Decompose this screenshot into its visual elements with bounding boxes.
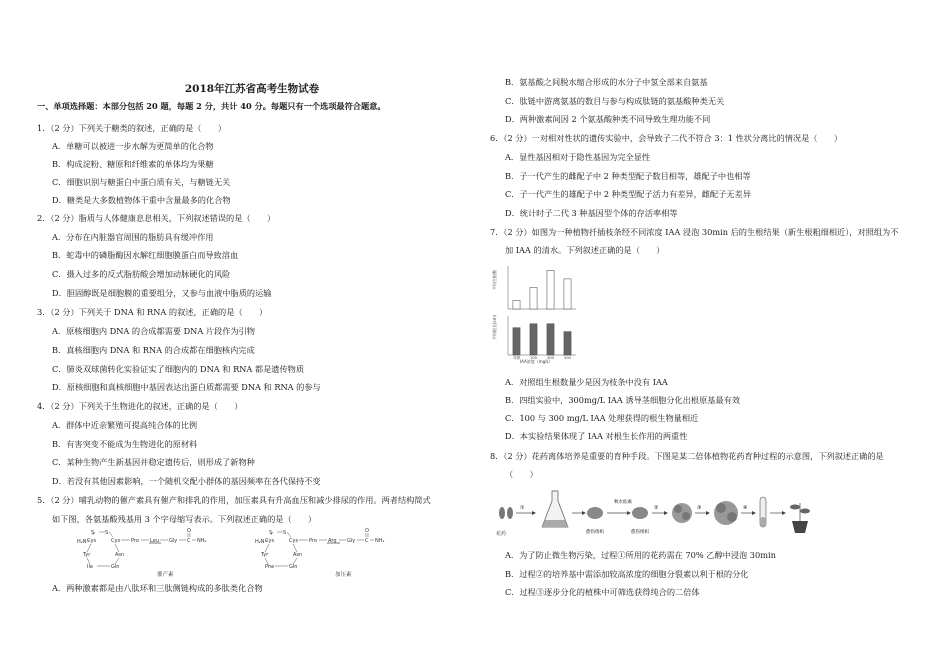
q6-option-b: B．子一代产生的雌配子中 2 种类型配子数目相等，雄配子中也相等 — [505, 171, 751, 181]
q3-stem: 3．（2 分）下列关于 DNA 和 RNA 的叙述，正确的是（ ） — [37, 307, 268, 317]
fig5-right-cys1: Cys — [265, 538, 275, 544]
section-heading: 一、单项选择题：本部分包括 20 题，每题 2 分，共计 40 分。每题只有一个选项最符合题意。 — [37, 101, 386, 111]
fig5-left-o: O — [187, 528, 191, 534]
q3-option-b: B．真核细胞内 DNA 和 RNA 的合成都在细胞核内完成 — [52, 345, 255, 355]
fig5-left-pro: Pro — [131, 538, 139, 544]
fig8-label-flower: 花药 — [496, 531, 507, 537]
q3-option-d: D．原核细胞和真核细胞中基因表达出蛋白质都需要 DNA 和 RNA 的参与 — [52, 382, 321, 392]
fig5-right-nh2b: NH₂ — [375, 538, 385, 544]
q7-chart1-bar-0 — [513, 328, 520, 355]
q5-option-a: A．两种激素都是由八肽环和三肽侧链构成的多肽类化合物 — [52, 583, 263, 593]
exam-title: 2018年江苏省高考生物试卷 — [184, 83, 320, 95]
q4-option-d: D．若没有其他因素影响，一个随机交配小群体的基因频率在各代保持不变 — [52, 476, 321, 486]
fig5-left-tyr: Tyr — [83, 552, 91, 558]
q2-option-a: A．分布在内脏器官周围的脂肪具有缓冲作用 — [52, 232, 214, 242]
q8-option-a: A．为了防止微生物污染，过程①所用的花药需在 70% 乙醇中浸泡 30min — [505, 550, 776, 560]
q7-option-c: C．100 与 300 mg/L IAA 处理获得的根生物量相近 — [505, 413, 699, 423]
fig5-right-gly: Gly — [347, 538, 356, 544]
q2-option-b: B．蛇毒中的磷脂酶因水解红细胞膜蛋白而导致溶血 — [52, 250, 239, 260]
potted-plant-icon — [790, 503, 810, 533]
fig5-right-tyr: Tyr — [261, 552, 269, 558]
fig5-right-pro: Pro — [309, 538, 317, 544]
fig8-step1: ① — [520, 505, 525, 511]
q7-top-ylabel: 平均生根数 — [492, 270, 497, 290]
fig5-left-gln: Gln — [111, 564, 120, 570]
fig5-left-ile: Ile — [87, 564, 93, 570]
q7-option-b: B．四组实验中，300mg/L IAA 诱导茎细胞分化出根原基最有效 — [505, 395, 741, 405]
q5-stem-line2: 如下图，各氨基酸残基用 3 个字母缩写表示。下列叙述正确的是（ ） — [52, 514, 317, 524]
q1-option-d: D．糖类是大多数植物体干重中含量最多的化合物 — [52, 195, 231, 205]
fig8-step2: ② — [654, 505, 659, 511]
q1-stem: 1．（2 分）下列关于糖类的叙述，正确的是（ ） — [37, 123, 227, 133]
q1-option-c: C．细胞识别与糖蛋白中蛋白质有关，与糖链无关 — [52, 177, 231, 187]
fig5-left-leu: Leu — [150, 538, 159, 544]
fig8-label-callus2: 愈伤组织 — [631, 530, 649, 535]
fig5-right-gln: Gln — [289, 564, 298, 570]
q7-chart-root-number — [491, 266, 576, 309]
q7-option-a: A．对照组生根数量少是因为枝条中没有 IAA — [505, 377, 668, 387]
callus-icon-2 — [632, 507, 648, 519]
q8-process-figure — [492, 483, 822, 543]
fig5-left-nh2b: NH₂ — [197, 538, 207, 544]
q7-bottom-xlabel: IAA浓度（mg/L） — [520, 359, 553, 364]
q5-stem-line1: 5．（2 分）哺乳动物的催产素具有催产和排乳的作用，加压素具有升高血压和减少排尿的作用。两者结构简式 — [37, 495, 431, 505]
fig5-right-name: 加压素 — [335, 572, 352, 578]
q7-charts — [490, 264, 580, 364]
q5-option-d: D．两种激素间因 2 个氨基酸种类不同导致生理功能不同 — [505, 114, 711, 124]
fig8-step4: ④ — [743, 505, 748, 511]
q8-option-c: C．过程③逐步分化的植株中可筛选获得纯合的二倍体 — [505, 587, 700, 597]
fig5-right-arg: Arg — [328, 538, 337, 544]
test-tube-icon — [760, 497, 766, 527]
q6-option-c: C．子一代产生的雄配子中 2 种类型配子活力有差异，雌配子无差异 — [505, 189, 751, 199]
q7-chart1-tick-3: 500 — [564, 356, 571, 360]
q7-stem-line2: 加 IAA 的清水。下列叙述正确的是（ ） — [505, 245, 665, 255]
q3-option-c: C．肺炎双球菌转化实验证实了细胞内的 DNA 和 RNA 都是遗传物质 — [52, 364, 305, 374]
q5-option-c: C．肽链中游离氨基的数目与参与构成肽链的氨基酸种类无关 — [505, 96, 725, 106]
q1-option-b: B．构成淀粉、糖原和纤维素的单体均为果糖 — [52, 159, 214, 169]
fig5-right-o: O — [365, 528, 369, 534]
q4-option-a: A．群体中近亲繁殖可提高纯合体的比例 — [52, 420, 198, 430]
fig8-step3: ③ — [697, 505, 702, 511]
fig5-left-s2: S — [105, 530, 109, 536]
fig5-right-s2: S — [283, 530, 287, 536]
q2-option-d: D．胆固醇既是细胞膜的重要组分，又参与血液中脂质的运输 — [52, 288, 272, 298]
flower-buds-icon — [499, 507, 513, 519]
fig5-left-gly: Gly — [169, 538, 178, 544]
fig5-left-nh2: H₂N — [77, 539, 87, 545]
q8-stem-line1: 8．（2 分）花药离体培养是重要的育种手段。下图是某二倍体植物花药育种过程的示意图，下列叙述正确的是 — [490, 451, 884, 461]
fig5-left-asn: Asn — [115, 552, 125, 558]
q2-option-c: C．摄入过多的反式脂肪酸会增加动脉硬化的风险 — [52, 269, 231, 279]
flask-icon — [542, 491, 568, 527]
q6-stem: 6．（2 分）一对相对性状的遗传实验中，会导致子二代不符合 3：1 性状分离比的情况是（ ） — [490, 133, 843, 143]
q4-option-b: B．有害突变不能成为生物进化的原材料 — [52, 439, 198, 449]
q7-chart0-bar-0 — [513, 300, 520, 309]
q7-option-d: D．本实验结果体现了 IAA 对根生长作用的两重性 — [505, 431, 688, 441]
q7-chart1-bar-2 — [547, 324, 554, 355]
q7-chart1-bar-3 — [564, 332, 571, 355]
fig5-right-phe: Phe — [265, 564, 275, 570]
fig5-right-s1: S — [269, 530, 273, 536]
q7-chart-root-length — [491, 314, 576, 364]
q6-option-a: A．显性基因相对于隐性基因为完全显性 — [505, 152, 651, 162]
q7-stem-line1: 7．（2 分）如图为一种植物扦插枝条经不同浓度 IAA 浸泡 30min 后的生根结果（新生根粗细相近），对照组为不 — [490, 227, 899, 237]
q7-chart0-bar-3 — [564, 279, 571, 309]
q7-chart1-bar-1 — [530, 324, 537, 355]
cluster-icon-1 — [672, 503, 692, 523]
q7-chart0-bar-1 — [530, 288, 537, 310]
fig8-label-callus1: 愈伤组织 — [586, 530, 604, 535]
callus-icon-1 — [587, 507, 603, 519]
q7-bottom-ylabel: 平均根长(cm) — [492, 314, 497, 340]
q4-option-c: C．某种生物产生新基因并稳定遗传后，则形成了新物种 — [52, 457, 255, 467]
fig5-left-cys1: Cys — [87, 538, 97, 544]
fig5-left-s1: S — [91, 530, 95, 536]
q7-chart1-tick-1: 100 — [530, 356, 537, 360]
q7-chart0-bar-2 — [547, 270, 554, 309]
q8-option-b: B．过程②的培养基中需添加较高浓度的细胞分裂素以利于根的分化 — [505, 569, 749, 579]
cluster-icon-2 — [714, 501, 738, 525]
q5-option-b: B．氨基酸之间脱水缩合形成的水分子中氢全部来自氨基 — [505, 77, 708, 87]
q6-option-d: D．统计时子二代 3 种基因型个体的存活率相等 — [505, 208, 678, 218]
fig5-right-cys2: Cys — [289, 538, 299, 544]
q4-stem: 4．（2 分）下列关于生物进化的叙述，正确的是（ ） — [37, 401, 243, 411]
fig5-right-nh2: H₂N — [255, 539, 265, 545]
fig5-right-c: C — [365, 538, 369, 544]
q5-hormone-structures-figure — [77, 528, 407, 578]
q1-option-a: A．单糖可以被进一步水解为更简单的化合物 — [52, 141, 214, 151]
q7-chart1-tick-0: 对照 — [513, 356, 520, 360]
fig8-label-treat: 秋水仙素 — [614, 500, 632, 505]
q8-stem-line2: （ ） — [505, 469, 538, 479]
fig5-right-asn: Asn — [293, 552, 303, 558]
fig5-left-c: C — [187, 538, 191, 544]
fig5-left-cys2: Cys — [111, 538, 121, 544]
q7-chart1-tick-2: 300 — [547, 356, 554, 360]
q3-option-a: A．原核细胞内 DNA 的合成都需要 DNA 片段作为引物 — [52, 326, 255, 336]
q2-stem: 2．（2 分）脂质与人体健康息息相关，下列叙述错误的是（ ） — [37, 213, 276, 223]
fig5-left-name: 催产素 — [157, 572, 174, 578]
